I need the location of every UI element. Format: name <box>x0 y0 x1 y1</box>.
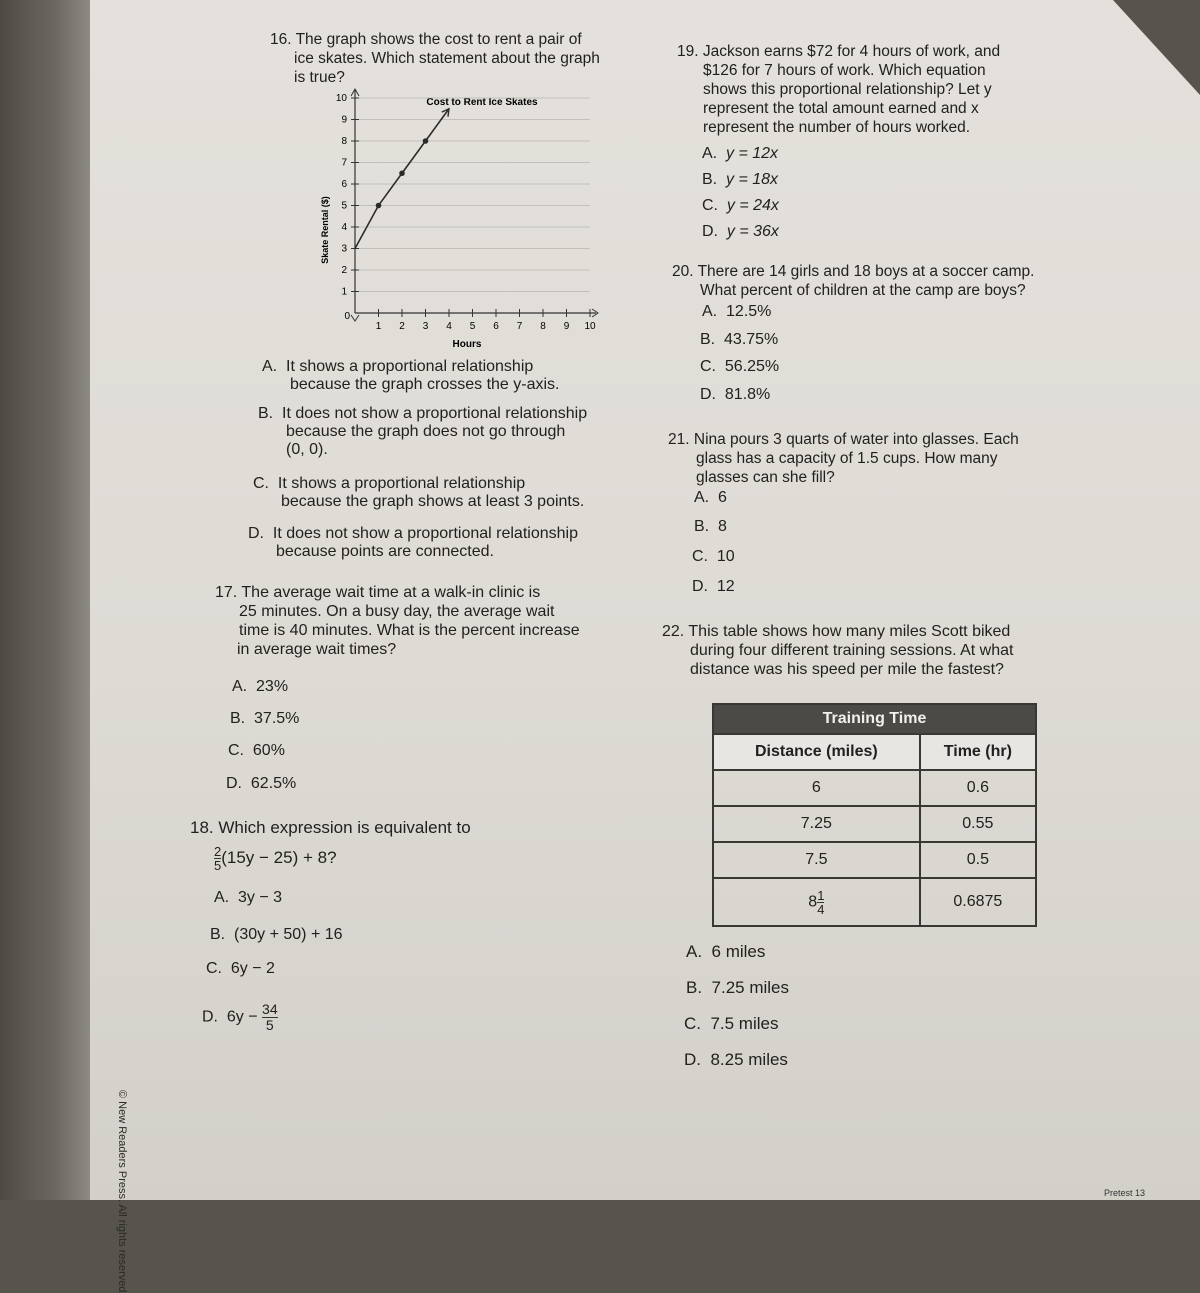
prompt-line: time is 40 minutes. What is the percent increase <box>239 622 580 639</box>
x-tick-label: 3 <box>422 321 429 332</box>
option-letter: B. <box>686 978 703 997</box>
mixed-number-whole: 8 <box>808 893 818 911</box>
q16-option-d[interactable] <box>248 525 648 561</box>
q18-option-a[interactable] <box>214 889 282 907</box>
prompt-line: The graph shows the cost to rent a pair of <box>295 31 582 48</box>
prompt-line: What percent of children at the camp are boys? <box>700 282 1026 299</box>
option-text: 43.75% <box>724 331 779 348</box>
option-text: 7.25 miles <box>711 978 789 997</box>
x-tick-label: 5 <box>469 321 476 332</box>
option-text: 60% <box>252 742 285 759</box>
option-fraction <box>262 1002 278 1033</box>
option-text: 6 <box>718 489 727 506</box>
prompt-line: This table shows how many miles Scott biked <box>688 623 1011 640</box>
table-cell: 7.25 <box>713 806 920 842</box>
q22-option-a[interactable] <box>686 942 765 962</box>
prompt-line: shows this proportional relationship? Let y <box>703 81 992 98</box>
cost-to-rent-chart <box>310 85 610 355</box>
q22-option-d[interactable] <box>684 1050 788 1070</box>
question-17-prompt <box>215 583 655 659</box>
chart-grid <box>355 98 590 292</box>
q19-option-c[interactable] <box>702 197 779 215</box>
option-letter: B. <box>702 171 718 188</box>
option-letter: C. <box>253 475 269 492</box>
table-cell: 0.5 <box>920 842 1036 878</box>
y-tick-label: 4 <box>341 222 347 233</box>
fraction-denominator: 5 <box>265 1017 274 1033</box>
question-number: 20. <box>672 263 694 280</box>
q20-option-a[interactable] <box>702 303 771 321</box>
option-text: 37.5% <box>254 710 300 727</box>
prompt-line: Jackson earns $72 for 4 hours of work, and <box>702 43 1001 60</box>
chart-axes <box>351 89 598 321</box>
training-time-table <box>712 703 1037 927</box>
option-text: 81.8% <box>724 386 771 403</box>
option-text: (30y + 50) + 16 <box>234 926 343 943</box>
fraction-denominator: 4 <box>817 901 825 917</box>
option-letter: B. <box>694 518 710 535</box>
chart-title: Cost to Rent Ice Skates <box>426 97 538 108</box>
option-text: 7.5 miles <box>710 1014 779 1033</box>
fraction-numerator: 34 <box>262 1001 278 1017</box>
y-axis-arrow-bottom <box>351 315 359 321</box>
option-letter: D. <box>700 386 716 403</box>
q18-option-d[interactable] <box>202 1002 278 1033</box>
origin-label: 0 <box>344 311 350 322</box>
option-text: y = 12x <box>726 145 779 162</box>
y-tick-label: 6 <box>341 179 347 190</box>
y-tick-label: 3 <box>341 243 347 255</box>
q17-option-c[interactable] <box>228 742 285 760</box>
series-line <box>355 109 449 249</box>
q16-option-c[interactable] <box>253 475 653 511</box>
option-text: because the graph crosses the y-axis. <box>290 376 560 393</box>
y-axis-label: Skate Rental ($) <box>320 196 330 264</box>
question-number: 16. <box>270 31 292 48</box>
prompt-line: The average wait time at a walk-in clinic is <box>241 584 541 601</box>
option-text: (0, 0). <box>286 441 328 458</box>
prompt-line: is true? <box>294 69 345 86</box>
option-text: 56.25% <box>724 358 780 375</box>
x-tick-label: 2 <box>399 321 405 332</box>
y-tick-label: 10 <box>335 93 347 104</box>
x-axis-label: Hours <box>452 339 482 350</box>
option-letter: B. <box>230 710 246 727</box>
q22-option-b[interactable] <box>686 978 789 998</box>
option-letter: D. <box>248 525 264 542</box>
option-letter: B. <box>700 331 716 348</box>
option-text: It does not show a proportional relationship <box>282 405 588 422</box>
y-tick-label: 1 <box>341 286 347 298</box>
table-header-row <box>713 734 1036 770</box>
option-letter: D. <box>692 578 708 595</box>
q21-option-d[interactable] <box>692 578 735 596</box>
prompt-line: distance was his speed per mile the fastest? <box>690 661 1004 678</box>
q18-option-b[interactable] <box>210 926 343 944</box>
y-tick-label: 7 <box>341 157 347 169</box>
x-tick-label: 9 <box>563 321 570 332</box>
data-point <box>423 138 429 144</box>
question-22-prompt <box>662 622 1102 679</box>
q20-option-d[interactable] <box>700 386 770 404</box>
table-row <box>713 878 1036 926</box>
prompt-line: 25 minutes. On a busy day, the average wait <box>239 603 555 620</box>
column-header-time: Time (hr) <box>920 734 1036 770</box>
q21-option-c[interactable] <box>692 548 735 566</box>
q21-option-a[interactable] <box>694 489 727 507</box>
question-16-prompt <box>270 30 650 87</box>
x-tick-label: 10 <box>584 321 596 332</box>
fraction-denominator: 5 <box>214 858 222 873</box>
page-footer: Pretest 13 <box>1103 1188 1145 1198</box>
option-letter: D. <box>702 223 718 240</box>
chart-series <box>355 109 449 249</box>
option-text: 12 <box>716 578 735 595</box>
column-header-distance: Distance (miles) <box>713 734 920 770</box>
q19-option-d[interactable] <box>702 223 779 241</box>
table-cell: 7.5 <box>713 842 920 878</box>
option-letter: C. <box>228 742 244 759</box>
option-text: 62.5% <box>250 775 297 792</box>
fraction-numerator: 1 <box>817 887 825 903</box>
prompt-line: during four different training sessions. At what <box>690 642 1014 659</box>
option-text: 12.5% <box>726 303 772 320</box>
option-text: 6y − 2 <box>230 960 275 977</box>
q16-option-a[interactable] <box>262 358 662 394</box>
q20-option-b[interactable] <box>700 331 778 349</box>
y-tick-label: 2 <box>341 265 347 276</box>
option-text: It shows a proportional relationship <box>277 475 526 492</box>
question-number: 17. <box>215 584 238 601</box>
option-text: y = 18x <box>726 171 779 188</box>
option-letter: B. <box>258 405 274 422</box>
q21-option-b[interactable] <box>694 518 727 536</box>
option-letter: D. <box>202 1008 218 1026</box>
q17-option-d[interactable] <box>226 775 296 793</box>
prompt-line: in average wait times? <box>237 641 397 658</box>
table-cell: 0.6 <box>920 770 1036 806</box>
option-text: 8.25 miles <box>710 1050 788 1069</box>
q19-option-a[interactable] <box>702 145 778 163</box>
y-tick-label: 5 <box>341 200 347 212</box>
x-tick-label: 7 <box>516 321 523 332</box>
table-caption-row <box>713 704 1036 734</box>
option-text: because the graph does not go through <box>286 423 566 440</box>
q20-option-c[interactable] <box>700 358 779 376</box>
option-text: because the graph shows at least 3 points. <box>281 493 585 510</box>
option-letter: C. <box>700 358 716 375</box>
option-text: 3y − 3 <box>238 889 283 906</box>
option-text: 23% <box>256 678 289 695</box>
data-point <box>399 170 405 176</box>
option-text: 6y − <box>226 1008 263 1026</box>
prompt-line: There are 14 girls and 18 boys at a soccer camp. <box>697 263 1035 280</box>
option-text: It shows a proportional relationship <box>286 358 534 375</box>
fraction-numerator: 2 <box>214 844 222 859</box>
table-row <box>713 806 1036 842</box>
option-letter: A. <box>232 678 248 695</box>
table-cell: 0.6875 <box>920 878 1036 926</box>
y-tick-label: 8 <box>341 136 347 147</box>
q22-option-c[interactable] <box>684 1014 778 1034</box>
question-18-prompt <box>190 818 550 872</box>
question-20-prompt <box>672 262 1092 300</box>
prompt-line: ice skates. Which statement about the graph <box>294 50 600 67</box>
x-tick-label: 4 <box>446 321 452 332</box>
prompt-line: $126 for 7 hours of work. Which equation <box>703 62 986 79</box>
option-text: y = 36x <box>726 223 779 240</box>
prompt-line: represent the number of hours worked. <box>703 119 971 136</box>
option-text: because points are connected. <box>276 543 494 560</box>
option-letter: A. <box>262 358 278 375</box>
table-cell-mixed-number <box>713 878 920 926</box>
option-text: 10 <box>716 548 735 565</box>
option-letter: A. <box>694 489 710 506</box>
question-number: 18. <box>190 818 214 837</box>
question-number: 19. <box>677 43 699 60</box>
x-tick-label: 1 <box>375 321 382 332</box>
prompt-line: represent the total amount earned and x <box>703 100 979 117</box>
option-letter: C. <box>692 548 708 565</box>
option-letter: D. <box>226 775 242 792</box>
q16-option-b[interactable] <box>258 405 658 459</box>
option-text: 6 miles <box>711 942 766 961</box>
table-cell: 6 <box>713 770 920 806</box>
copyright-notice: © New Readers Press. All rights reserved <box>116 1090 128 1293</box>
option-letter: A. <box>702 145 718 162</box>
table-row <box>713 770 1036 806</box>
question-19-prompt <box>677 42 1057 137</box>
option-text: It does not show a proportional relationship <box>272 525 578 542</box>
prompt-line: Nina pours 3 quarts of water into glasses. Each <box>693 431 1019 448</box>
option-letter: A. <box>686 942 703 961</box>
option-text: 8 <box>718 518 727 535</box>
table-cell: 0.55 <box>920 806 1036 842</box>
q19-option-b[interactable] <box>702 171 778 189</box>
question-21-prompt <box>668 430 1088 487</box>
option-letter: A. <box>702 303 718 320</box>
question-number: 22. <box>662 623 685 640</box>
x-tick-label: 8 <box>540 321 546 332</box>
option-letter: C. <box>206 960 222 977</box>
expression-text: (15y − 25) + 8? <box>221 847 337 867</box>
question-number: 21. <box>668 431 690 448</box>
x-tick-label: 6 <box>493 321 499 332</box>
prompt-line: Which expression is equivalent to <box>218 818 471 837</box>
option-text: y = 24x <box>726 197 779 214</box>
table-caption: Training Time <box>713 704 1036 734</box>
option-letter: C. <box>684 1014 701 1033</box>
option-letter: A. <box>214 889 230 906</box>
q17-option-a[interactable] <box>232 678 288 696</box>
table-row <box>713 842 1036 878</box>
data-point <box>376 203 382 209</box>
option-letter: B. <box>210 926 226 943</box>
book-edge <box>0 0 90 1200</box>
q18-option-c[interactable] <box>206 960 275 978</box>
option-letter: D. <box>684 1050 701 1069</box>
y-tick-label: 9 <box>341 114 347 126</box>
q17-option-b[interactable] <box>230 710 299 728</box>
mixed-number-fraction <box>817 889 824 916</box>
prompt-line: glasses can she fill? <box>696 469 835 486</box>
option-letter: C. <box>702 197 718 214</box>
prompt-line: glass has a capacity of 1.5 cups. How many <box>696 450 998 467</box>
